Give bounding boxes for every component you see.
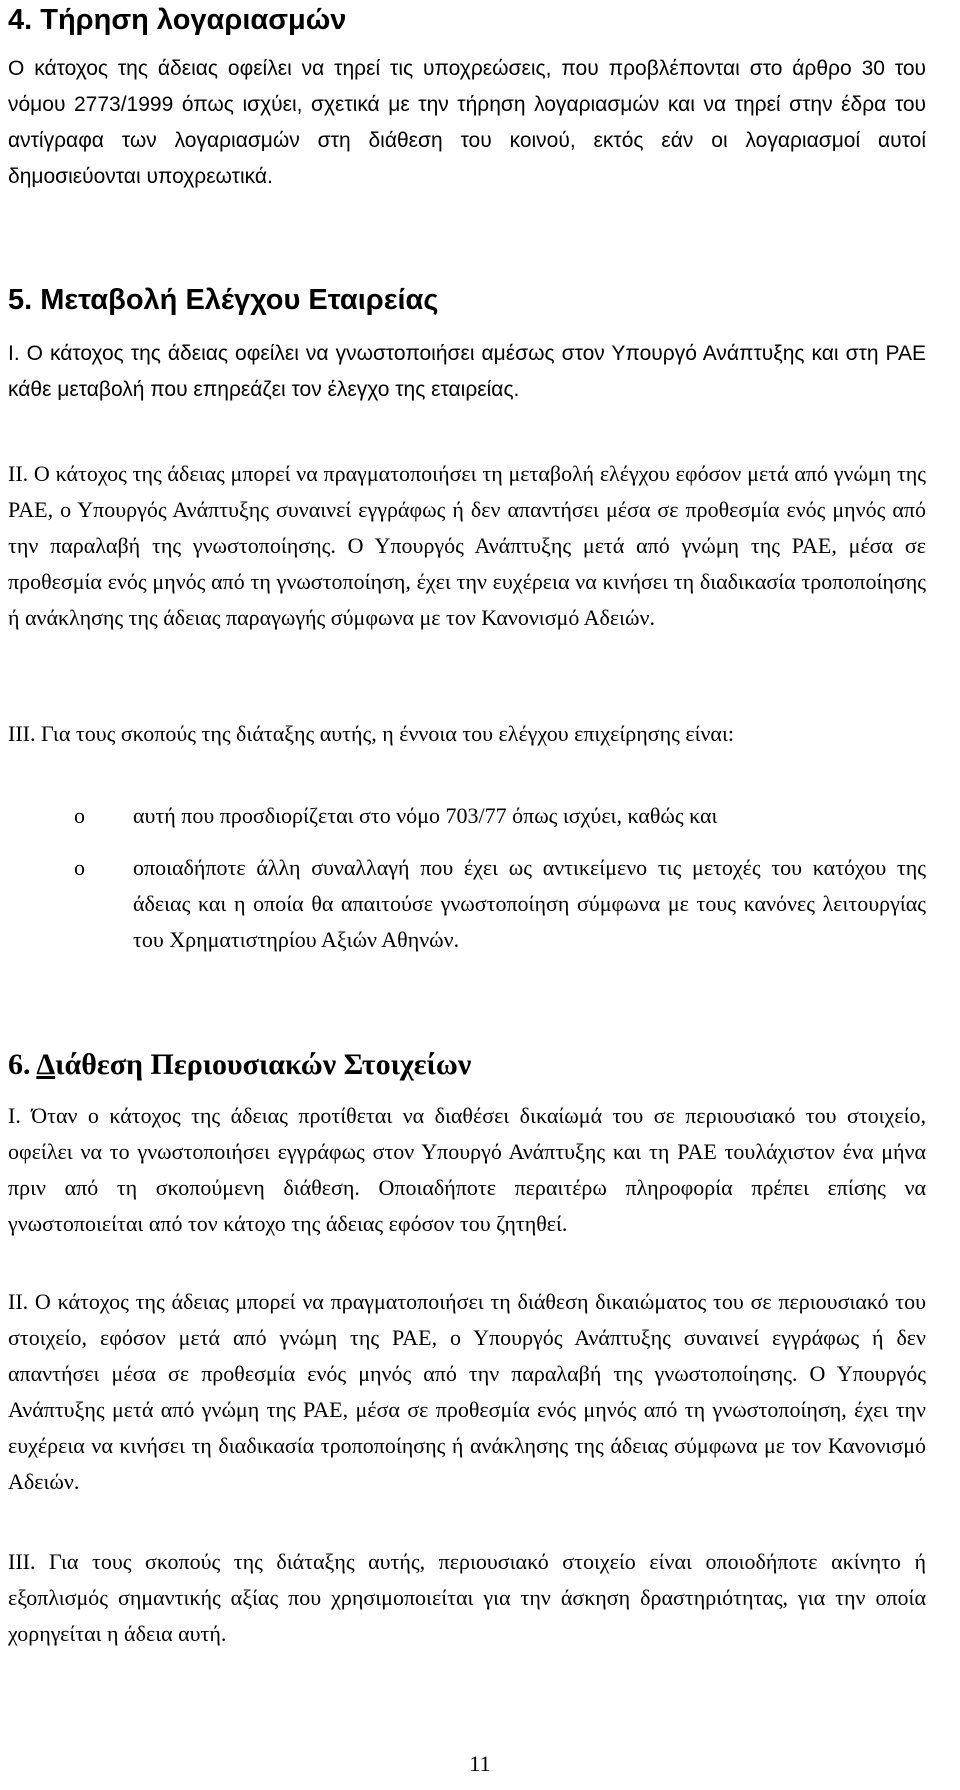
section-5-paragraph-3: ΙΙΙ. Για τους σκοπούς της διάταξης αυτής, η έννοια του ελέγχου επιχείρησης είναι: <box>8 721 734 746</box>
section-6-paragraph-3: ΙΙΙ. Για τους σκοπούς της διάταξης αυτής, περιουσιακό στοιχείο είναι οποιοδήποτε ακίνητο ή εξοπλισμός σημαντικής αξίας που χρησιμοποιείται για την άσκηση δραστηριότητας, για την οποία χορηγείται η άδεια αυτή. <box>8 1549 926 1646</box>
section-6-heading-number: 6. <box>8 1048 31 1081</box>
section-6-paragraph-1: Ι. Όταν ο κάτοχος της άδειας προτίθεται να διαθέσει δικαίωμά του σε περιουσιακό του στοιχείο, οφείλει να το γνωστοποιήσει εγγράφως στον Υπουργό Ανάπτυξης και τη ΡΑΕ τουλάχιστον ένα μήνα πριν από τη σκοπούμενη διάθεση. Οποιαδήποτε περαιτέρω πληροφορία πρέπει επίσης να γνωστοποιείται από τον κάτοχο της άδειας εφόσον του ζητηθεί. <box>8 1103 926 1236</box>
control-definition-list <box>8 798 926 958</box>
section-4-heading: 4. Τήρηση λογαριασμών <box>8 4 347 36</box>
list-item-text: οποιαδήποτε άλλη συναλλαγή που έχει ως αντικείμενο τις μετοχές του κατόχου της άδειας και η οποία θα απαιτούσε γνωστοποίηση σύμφωνα με τους κανόνες λειτουργίας του Χρηματιστηρίου Αξιών Αθηνών. <box>133 855 926 952</box>
section-6-heading-underlined-letter: Δ <box>36 1048 56 1081</box>
page-number: 11 <box>469 1751 491 1776</box>
section-4-paragraph: Ο κάτοχος της άδειας οφείλει να τηρεί τις υποχρεώσεις, που προβλέπονται στο άρθρο 30 του νόμου 2773/1999 όπως ισχύει, σχετικά με την τήρηση λογαριασμών και να τηρεί στην έδρα του αντίγραφα των λογαριασμών στη διάθεση του κοινού, εκτός εάν οι λογαριασμοί αυτοί δημοσιεύονται υποχρεωτικά. <box>8 57 926 188</box>
section-5-paragraph-1: Ι. Ο κάτοχος της άδειας οφείλει να γνωστοποιήσει αμέσως στον Υπουργό Ανάπτυξης και στη ΡΑΕ κάθε μεταβολή που επηρεάζει τον έλεγχο της εταιρείας. <box>8 342 926 401</box>
list-item <box>8 798 926 834</box>
section-6-heading-rest: ιάθεση Περιουσιακών Στοιχείων <box>55 1048 472 1081</box>
section-6-paragraph-2: ΙΙ. Ο κάτοχος της άδειας μπορεί να πραγματοποιήσει τη διάθεση δικαιώματος του σε περιουσιακό του στοιχείο, εφόσον μετά από γνώμη της ΡΑΕ, ο Υπουργός Ανάπτυξης συναινεί εγγράφως ή δεν απαντήσει μέσα σε προθεσμία ενός μηνός από την παραλαβή της γνωστοποίησης. Ο Υπουργός Ανάπτυξης μετά από γνώμη της ΡΑΕ, μέσα σε προθεσμία ενός μηνός από τη γνωστοποίηση, έχει την ευχέρεια να κινήσει τη διαδικασία τροποποίησης ή ανάκλησης της άδειας σύμφωνα με τον Κανονισμό Αδειών. <box>8 1289 926 1494</box>
list-item-text: αυτή που προσδιορίζεται στο νόμο 703/77 όπως ισχύει, καθώς και <box>133 803 718 828</box>
bullet-marker: o <box>74 803 85 828</box>
list-item <box>8 850 926 958</box>
section-5-paragraph-2: ΙΙ. Ο κάτοχος της άδειας μπορεί να πραγματοποιήσει τη μεταβολή ελέγχου εφόσον μετά από γνώμη της ΡΑΕ, ο Υπουργός Ανάπτυξης συναινεί εγγράφως ή δεν απαντήσει μέσα σε προθεσμία ενός μηνός από την παραλαβή της γνωστοποίησης. Ο Υπουργός Ανάπτυξης μετά από γνώμη της ΡΑΕ, μέσα σε προθεσμία ενός μηνός από τη γνωστοποίηση, έχει την ευχέρεια να κινήσει τη διαδικασία τροποποίησης ή ανάκλησης της άδειας παραγωγής σύμφωνα με τον Κανονισμό Αδειών. <box>8 461 926 630</box>
bullet-marker: o <box>74 855 85 880</box>
section-5-heading: 5. Μεταβολή Ελέγχου Εταιρείας <box>8 284 439 316</box>
section-6-heading <box>8 1045 926 1085</box>
